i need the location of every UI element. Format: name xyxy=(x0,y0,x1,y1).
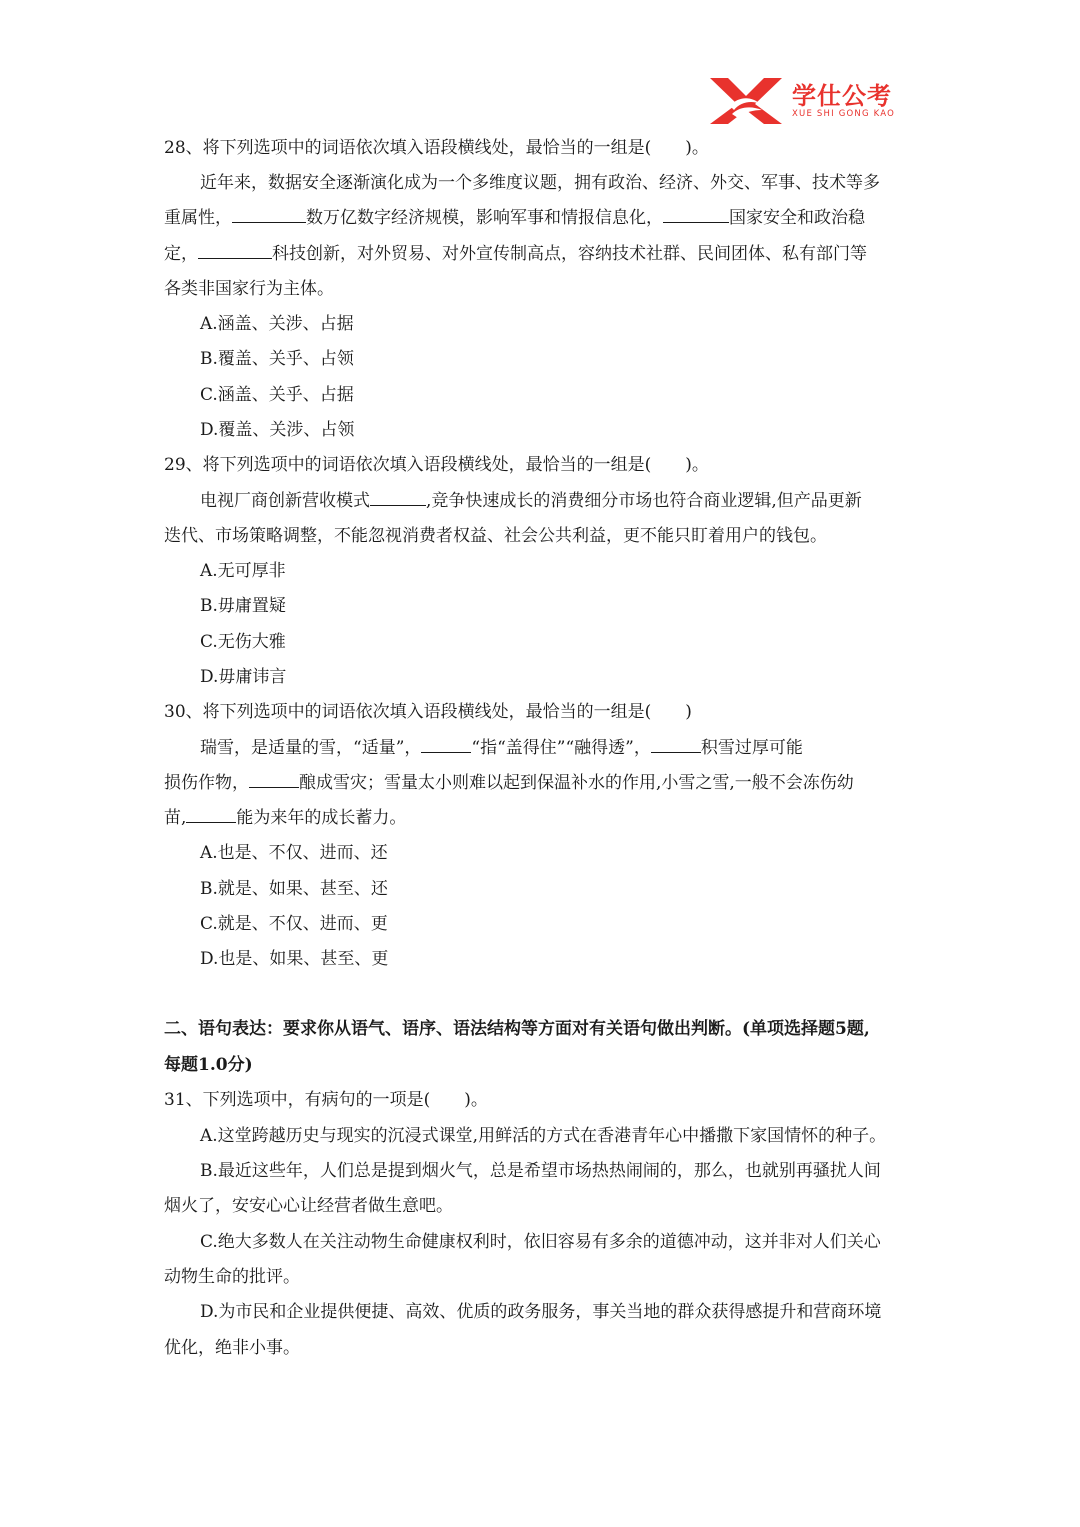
fill-blank xyxy=(249,772,299,788)
q30-passage-line-1 xyxy=(200,737,803,759)
q28-text: 国家安全和政治稳 xyxy=(729,208,865,228)
q30-option-c: C.就是、不仅、进而、更 xyxy=(200,914,388,934)
q28-passage-line-4: 各类非国家行为主体。 xyxy=(164,279,334,299)
q29-text: 电视厂商创新营收模式 xyxy=(200,491,370,511)
q31-option-c-cont: 动物生命的批评。 xyxy=(164,1267,300,1287)
q30-text: 酿成雪灾；雪量太小则难以起到保温补水的作用,小雪之雪,一般不会冻伤幼 xyxy=(299,773,854,793)
q29-option-b: B.毋庸置疑 xyxy=(200,596,286,616)
q28-text: 数万亿数字经济规模，影响军事和情报信息化， xyxy=(306,208,663,228)
q29-stem: 29、将下列选项中的词语依次填入语段横线处，最恰当的一组是( )。 xyxy=(164,455,709,475)
brand-name: 学仕公考 xyxy=(792,82,892,110)
q30-passage-line-3 xyxy=(164,807,406,829)
q28-option-d: D.覆盖、关涉、占领 xyxy=(200,420,355,440)
q29-option-c: C.无伤大雅 xyxy=(200,632,286,652)
xs-logo-icon xyxy=(708,76,784,126)
q30-stem: 30、将下列选项中的词语依次填入语段横线处，最恰当的一组是( ) xyxy=(164,702,692,722)
q28-text: 重属性， xyxy=(164,208,232,228)
fill-blank xyxy=(232,207,306,223)
fill-blank xyxy=(651,737,701,753)
q31-option-b-cont: 烟火了，安安心心让经营者做生意吧。 xyxy=(164,1196,453,1216)
brand-subtitle: XUE SHI GONG KAO xyxy=(792,109,896,119)
fill-blank xyxy=(198,243,272,259)
q31-stem: 31、下列选项中，有病句的一项是( )。 xyxy=(164,1090,488,1110)
q31-option-d-cont: 优化，绝非小事。 xyxy=(164,1338,300,1358)
q29-text: ,竞争快速成长的消费细分市场也符合商业逻辑,但产品更新 xyxy=(426,491,862,511)
fill-blank xyxy=(370,490,426,506)
q31-option-c: C.绝大多数人在关注动物生命健康权利时，依旧容易有多余的道德冲动，这并非对人们关心 xyxy=(200,1232,881,1252)
q30-option-b: B.就是、如果、甚至、还 xyxy=(200,879,388,899)
q30-passage-line-2 xyxy=(164,772,854,794)
q30-text: 苗, xyxy=(164,808,187,828)
q29-passage-line-1 xyxy=(200,490,862,512)
q29-passage-line-2: 迭代、市场策略调整，不能忽视消费者权益、社会公共利益，更不能只盯着用户的钱包。 xyxy=(164,526,827,546)
fill-blank xyxy=(663,207,729,223)
q31-option-d: D.为市民和企业提供便捷、高效、优质的政务服务，事关当地的群众获得感提升和营商环境 xyxy=(200,1302,882,1322)
q29-option-a: A.无可厚非 xyxy=(200,561,286,581)
q28-option-a: A.涵盖、关涉、占据 xyxy=(200,314,354,334)
q29-option-d: D.毋庸讳言 xyxy=(200,667,287,687)
q28-option-c: C.涵盖、关乎、占据 xyxy=(200,385,354,405)
q31-option-b: B.最近这些年，人们总是提到烟火气，总是希望市场热热闹闹的，那么，也就别再骚扰人间 xyxy=(200,1161,881,1181)
fill-blank xyxy=(186,807,236,823)
fill-blank xyxy=(421,737,471,753)
section-heading: 二、语句表达：要求你从语气、语序、语法结构等方面对有关语句做出判断。(单项选择题5题, xyxy=(164,1019,870,1039)
section-heading-cont: 每题1.0分) xyxy=(164,1055,253,1075)
q28-passage-line-3 xyxy=(164,243,867,265)
q28-text: 定， xyxy=(164,244,198,264)
q28-stem: 28、将下列选项中的词语依次填入语段横线处，最恰当的一组是( )。 xyxy=(164,138,709,158)
q30-option-d: D.也是、如果、甚至、更 xyxy=(200,949,389,969)
q30-text: 积雪过厚可能 xyxy=(700,738,803,758)
q30-text: “指“盖得住”“融得透”， xyxy=(471,738,651,758)
q28-passage-line-1: 近年来，数据安全逐渐演化成为一个多维度议题，拥有政治、经济、外交、军事、技术等多 xyxy=(200,173,880,193)
q30-option-a: A.也是、不仅、进而、还 xyxy=(200,843,388,863)
q30-text: 瑞雪，是适量的雪，“适量”， xyxy=(200,738,422,758)
q31-option-a: A.这堂跨越历史与现实的沉浸式课堂,用鲜活的方式在香港青年心中播撒下家国情怀的种子。 xyxy=(200,1126,887,1146)
q30-text: 损伤作物， xyxy=(164,773,249,793)
q30-text: 能为来年的成长蓄力。 xyxy=(236,808,407,828)
q28-text: 科技创新，对外贸易、对外宣传制高点，容纳技术社群、民间团体、私有部门等 xyxy=(272,244,867,264)
q28-option-b: B.覆盖、关乎、占领 xyxy=(200,349,354,369)
brand-logo xyxy=(708,76,928,128)
q28-passage-line-2 xyxy=(164,207,865,229)
